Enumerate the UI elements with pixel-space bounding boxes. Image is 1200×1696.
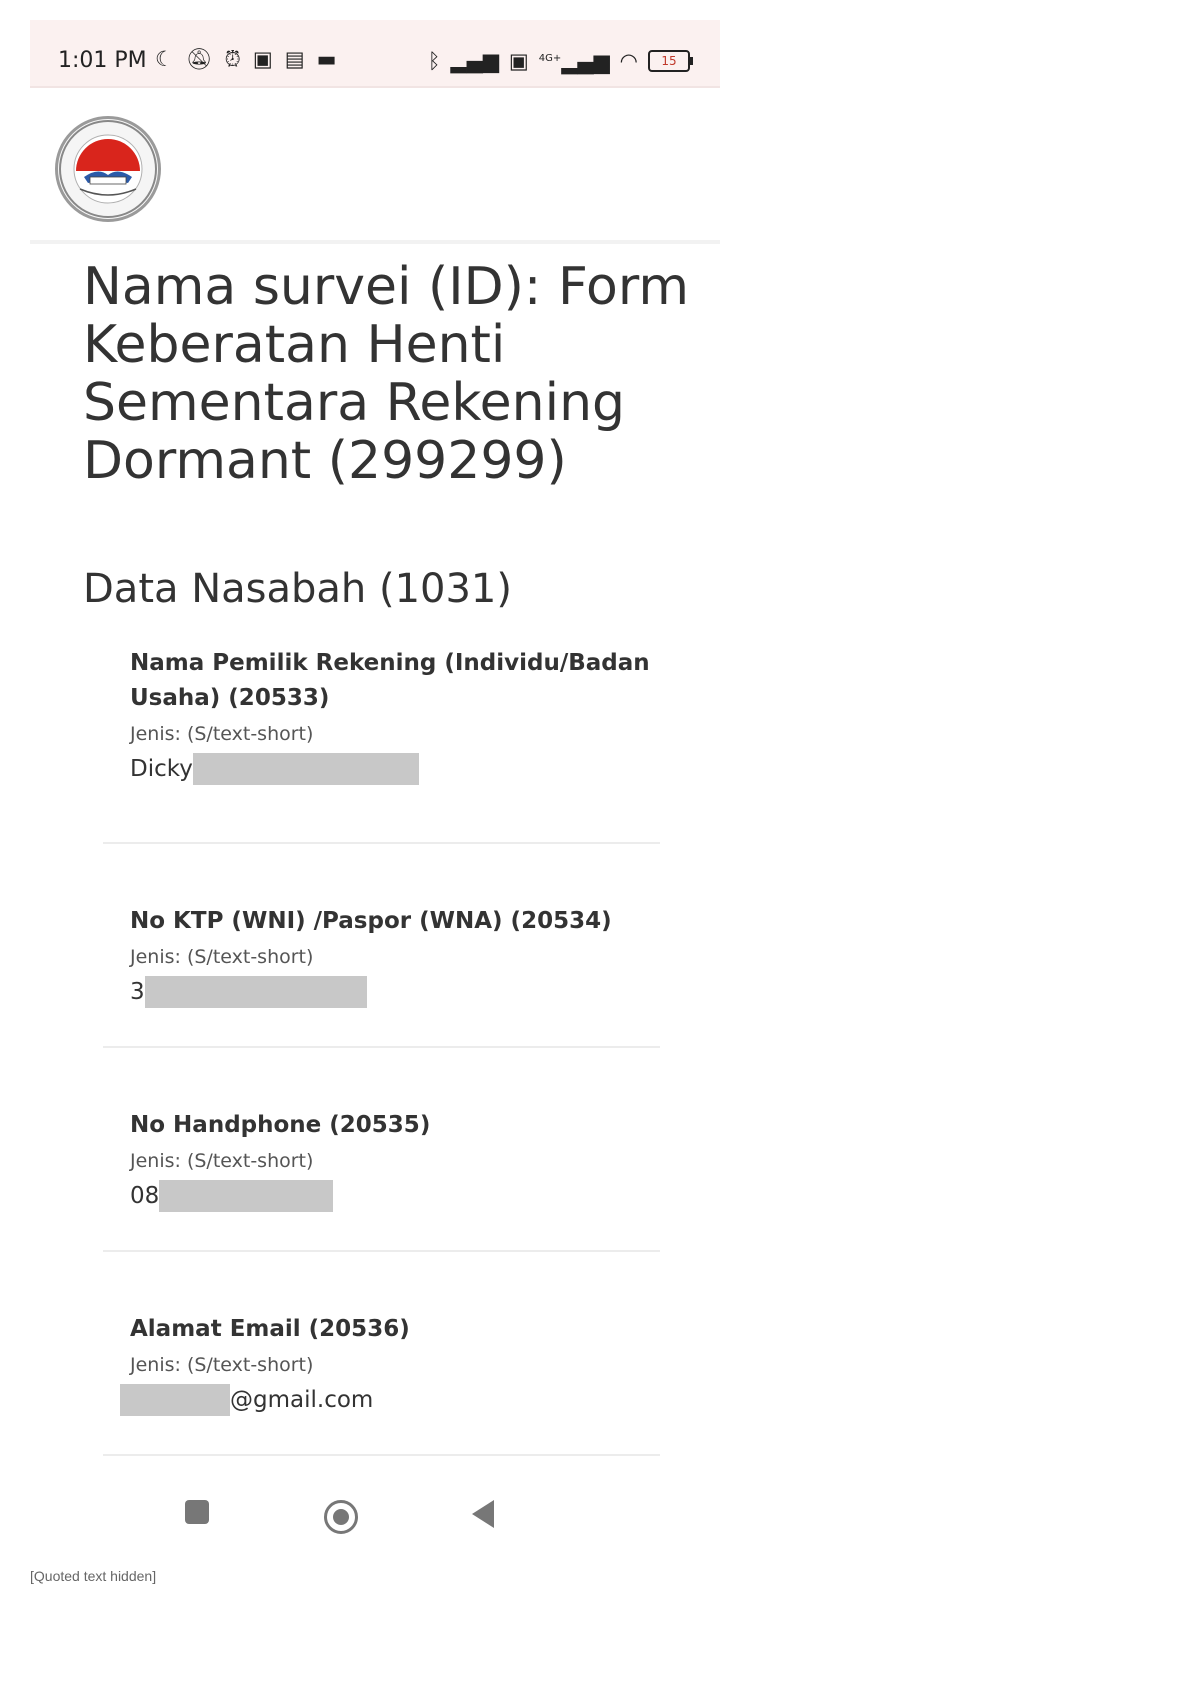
answer-text: @gmail.com [230, 1387, 374, 1413]
signal-icon: ▂▄▆ [450, 48, 499, 73]
nfc-icon: ▣ [252, 47, 273, 71]
answer-value [130, 975, 660, 1009]
status-left-icons [155, 46, 336, 72]
question-label: No Handphone (20535) [130, 1112, 431, 1138]
answer-text: 3 [130, 979, 145, 1005]
moon-icon: ☾ [155, 47, 174, 71]
answer-value [120, 1383, 660, 1417]
section-title: Data Nasabah (1031) [83, 566, 512, 612]
question-type: Jenis: (S/text-short) [130, 1354, 314, 1376]
logo-emblem-icon [58, 119, 158, 219]
question-label: Nama Pemilik Rekening (Individu/Badan Usaha) (20533) [130, 650, 650, 711]
sim-icon: ▤ [284, 47, 305, 71]
battery-level: 15 [661, 53, 677, 68]
question-item [130, 1312, 660, 1417]
notifications-off-icon: 🔕︎ [185, 47, 213, 71]
android-nav-bar [30, 1482, 720, 1562]
volte-icon: ▣ [508, 48, 529, 73]
answer-text: 08 [130, 1183, 160, 1209]
answer-text: Dicky [130, 756, 193, 782]
question-label: Alamat Email (20536) [130, 1316, 410, 1342]
question-item [130, 1108, 660, 1213]
divider [103, 1046, 660, 1048]
divider [103, 1454, 660, 1456]
question-type: Jenis: (S/text-short) [130, 723, 314, 745]
wifi-icon: ◠ [619, 48, 638, 73]
recent-apps-button[interactable] [185, 1500, 209, 1524]
status-bar [30, 20, 720, 88]
divider [103, 842, 660, 844]
battery-icon [648, 50, 690, 72]
survey-title: Nama survei (ID): Form Keberatan Henti Sementara Rekening Dormant (299299) [83, 257, 689, 491]
question-type: Jenis: (S/text-short) [130, 946, 314, 968]
network-label: 4G+ [538, 53, 562, 64]
quoted-text-toggle[interactable]: [Quoted text hidden] [30, 1568, 157, 1584]
answer-value [130, 1179, 660, 1213]
status-right-icons [428, 46, 690, 75]
answer-value [130, 752, 660, 786]
home-button[interactable] [324, 1500, 358, 1534]
message-icon: ▬ [316, 47, 337, 71]
ppatk-logo [55, 116, 161, 222]
question-item [130, 646, 660, 786]
signal-4g-icon: $^{4G+}$▂▄▆ [538, 50, 610, 74]
question-type: Jenis: (S/text-short) [130, 1150, 314, 1172]
redaction-block [159, 1180, 333, 1212]
redaction-block [120, 1384, 230, 1416]
back-button[interactable] [472, 1500, 494, 1528]
status-time: 1:01 PM [58, 48, 147, 73]
question-label: No KTP (WNI) /Paspor (WNA) (20534) [130, 908, 612, 934]
alarm-icon: ⏰︎ [224, 47, 241, 71]
question-item [130, 904, 660, 1009]
redaction-block [193, 753, 419, 785]
divider [103, 1250, 660, 1252]
bluetooth-icon: ᛒ [427, 48, 441, 73]
app-header [30, 88, 720, 244]
phone-screen [30, 20, 720, 1520]
redaction-block [145, 976, 367, 1008]
